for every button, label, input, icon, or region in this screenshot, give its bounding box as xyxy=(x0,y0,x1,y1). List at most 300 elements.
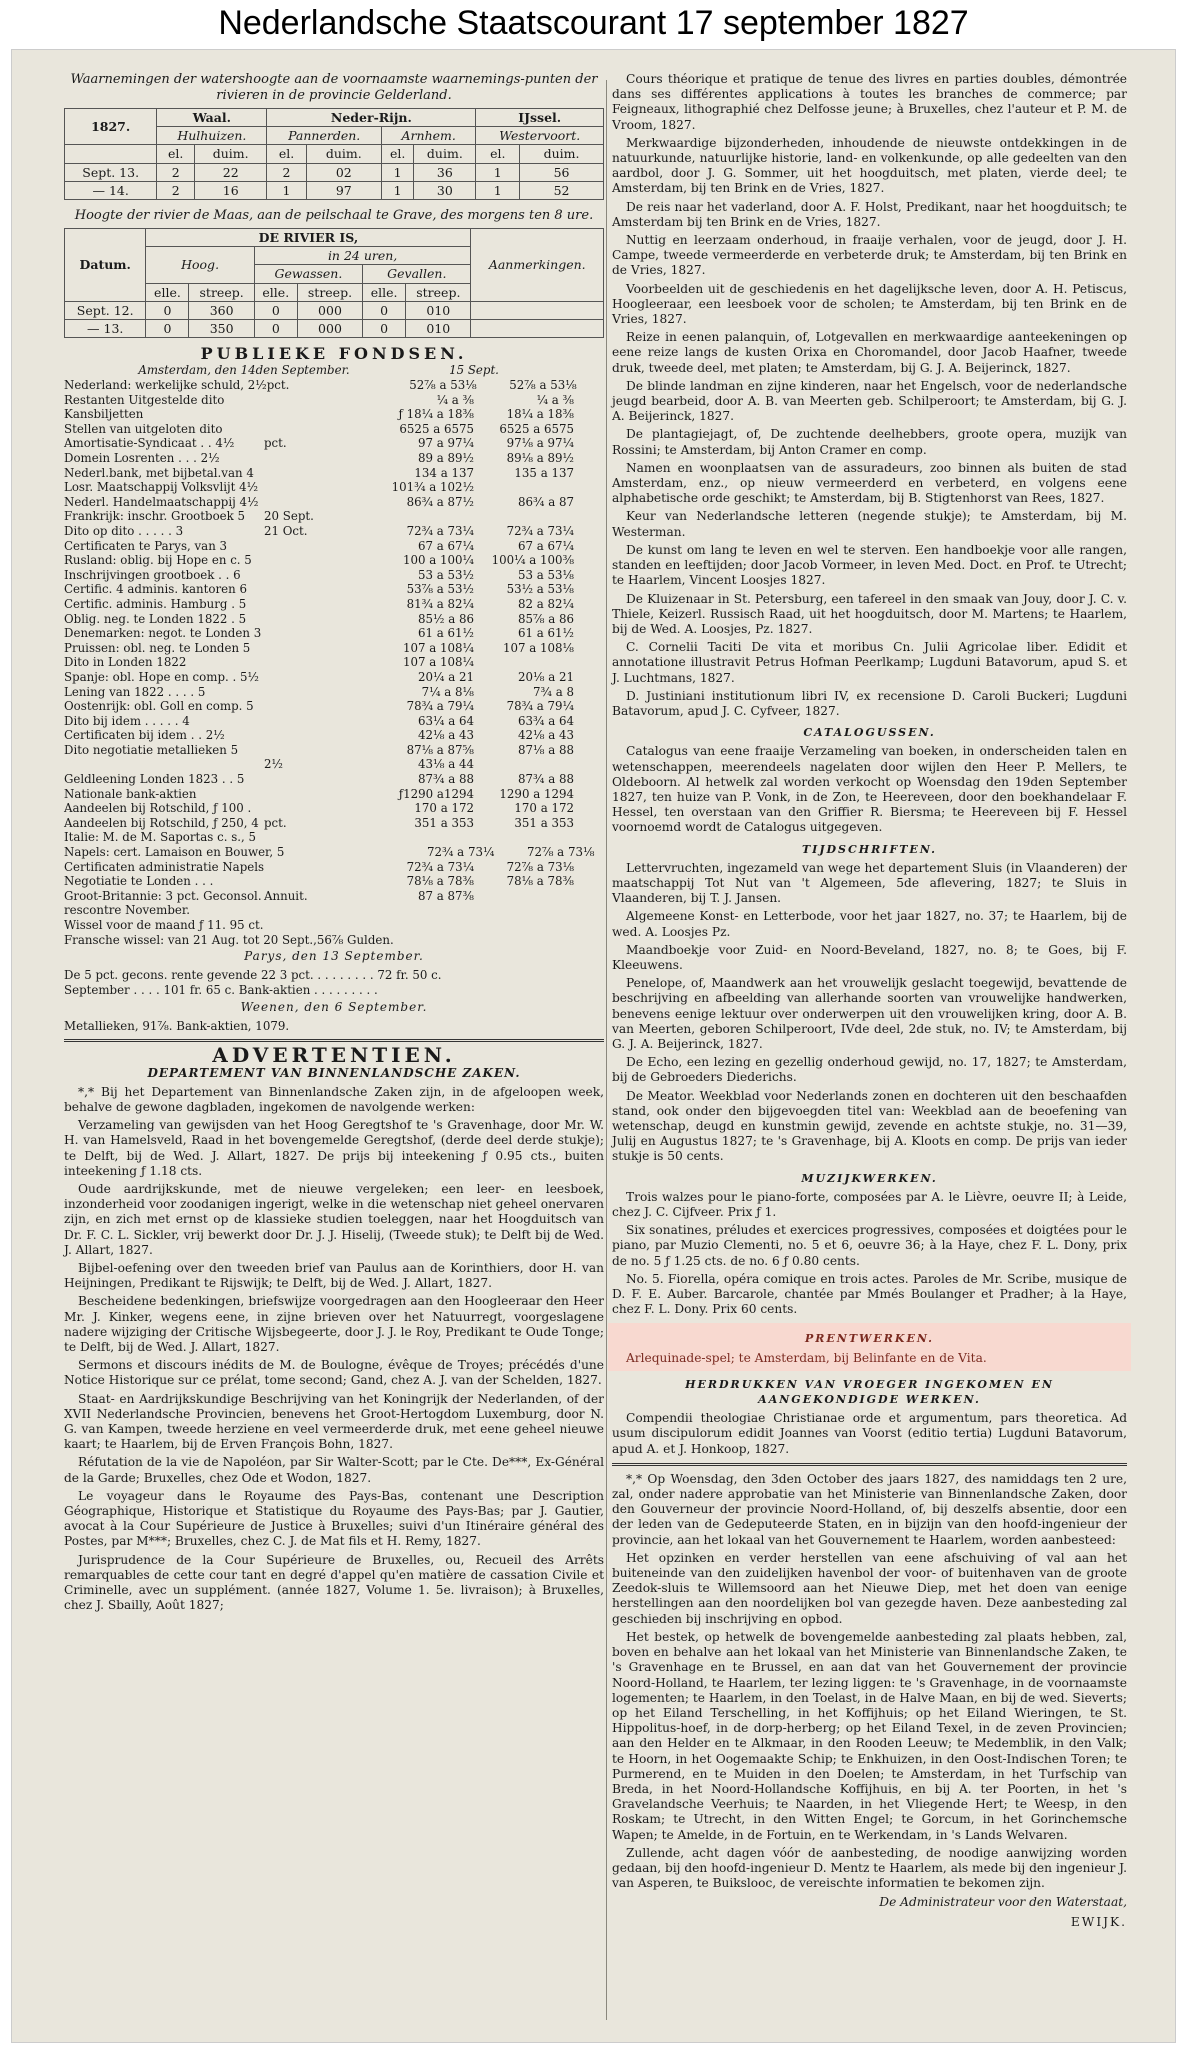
fonds-row xyxy=(64,714,604,729)
fonds-cell: Groot-Britannie: 3 pct. Geconsol. xyxy=(64,888,262,903)
paragraph: De kunst om lang te leven en wel te sterven. Een handboekje voor alle rangen, standen en leeftijden; door Jacob Vormeer, in leven Med. Doct. en Prof. te Utrecht; te Haarlem, Vincent Loosjes 1827. xyxy=(612,542,1127,588)
prentwerken-text: Arlequinade-spel; te Amsterdam, bij Belinfante en de Vita. xyxy=(626,1350,987,1365)
unit-cell: duim. xyxy=(306,145,381,163)
fondsen-sub: Amsterdam, den 14den September. xyxy=(138,363,350,378)
fonds-cell xyxy=(264,685,344,700)
unit-cell: elle. xyxy=(146,283,189,301)
adv-title: ADVERTENTIEN. xyxy=(212,1043,456,1068)
fonds-cell: 72¾ a 73¼ xyxy=(506,523,574,538)
fonds-cell: pct. xyxy=(264,815,287,830)
maas-notes-header: Aanmerkingen. xyxy=(471,229,604,302)
fonds-row xyxy=(64,655,604,670)
fonds-cell: Dito op dito . . . . . 3 xyxy=(64,523,184,538)
fonds-cell: 53⅞ a 53½ xyxy=(406,582,474,597)
fonds-cell: 107 a 108⅛ xyxy=(502,640,574,655)
fonds-row xyxy=(64,612,604,627)
fonds-cell xyxy=(264,553,344,568)
paragraph: Voorbeelden uit de geschiedenis en het dagelijksche leven, door A. H. Petiscus, Hoogleeraar, een leesboek voor de scholen; te Amsterdam, bij ten Brink en de Vries, 1827. xyxy=(612,281,1127,327)
value-cell: 52 xyxy=(520,181,604,199)
fonds-cell xyxy=(474,830,574,845)
paragraph: De reis naar het vaderland, door A. F. Holst, Predikant, naar het hoogduitsch; te Amsterdam bij ten Brink en de Vries, 1827. xyxy=(612,199,1127,229)
fonds-cell: 135 a 137 xyxy=(514,465,574,480)
fonds-cell: ƒ1290 a1294 xyxy=(398,786,474,801)
fonds-cell xyxy=(344,918,474,933)
adv-dept: DEPARTEMENT VAN BINNENLANDSCHE ZAKEN. xyxy=(147,1065,521,1080)
fonds-cell: 72¾ a 73¼ xyxy=(406,859,475,874)
fonds-cell: 42⅛ a 43 xyxy=(518,728,574,743)
value-cell: 0 xyxy=(363,301,406,319)
river-header: Waal. xyxy=(157,109,267,127)
fonds-cell: Inschrijvingen grootboek . . 6 xyxy=(64,567,241,582)
fonds-cell: 351 a 353 xyxy=(414,815,474,830)
paragraph: D. Justiniani institutionum libri IV, ex recensione D. Caroli Buckeri; Lugduni Batavorum, apud J. C. Cyfveer, 1827. xyxy=(612,688,1127,718)
fonds-row xyxy=(64,699,604,714)
maas-title: Hoogte der rivier de Maas, aan de peilschaal te Grave, des morgens ten 8 ure. xyxy=(74,208,594,224)
maas-gew-header: Gewassen. xyxy=(254,265,362,283)
fonds-row xyxy=(64,422,604,437)
parys-header: Parys, den 13 September. xyxy=(244,949,424,964)
unit-cell: el. xyxy=(157,145,195,163)
fonds-row xyxy=(64,787,604,802)
divider xyxy=(64,1039,604,1042)
fonds-cell: 63¼ a 64 xyxy=(418,713,474,728)
fonds-cell: 86¾ a 87½ xyxy=(406,494,474,509)
fonds-row xyxy=(64,728,604,743)
fonds-cell: 6525 a 6575 xyxy=(399,421,474,436)
fonds-cell xyxy=(264,597,344,612)
paragraph: Lettervruchten, ingezameld van wege het departement Sluis (in Vlaanderen) der maatschappij Tot Nut van 't Algemeen, 5de aflevering, 1827; te Sluis in Vlaanderen, bij T. J. Jansen. xyxy=(612,860,1127,906)
paragraph: Penelope, of, Maandwerk aan het vrouwelijk geslacht toegewijd, bevattende de beschrijving en afbeelding van allerhande soorten van vrouwelijke handwerken, benevens eenige lektuur over onderwerpen uit den vrouwelijken kring, door A. B. van Meerten, geboren Schilperoort, IVde deel, 2de stuk, no. IV; te Amsterdam, bij G. J. A. Beijerinck, 1827. xyxy=(612,976,1127,1051)
fonds-cell: 67 a 67¼ xyxy=(518,538,574,553)
fonds-cell: 170 a 172 xyxy=(514,801,574,816)
fonds-cell xyxy=(264,568,344,583)
fonds-cell: Nederl.bank, met bijbetal.van 4 xyxy=(64,465,254,480)
paragraph: Het bestek, op hetwelk de bovengemelde aanbesteding zal plaats hebben, zal, boven en behalve aan het lokaal van het Ministerie van Binnenlandsche Zaken, te 's Gravenhage en te Brussel, en aan dat van het Gouvernement der provincie Noord-Holland, te Haarlem, ter lezing liggen: te 's Gravenhage, in de voornaamste logementen; te Haarlem, in den Toelast, in de Halve Maan, en bij de wed. Sieverts; op het Eiland Terschelling, in het Koffijhuis; op het Eiland Wieringen, te St. Hippolitus-hoef, in de dorp-herberg; op het Eiland Texel, in de zeven Provincien; aan den Helder en te Alkmaar, in den Rooden Leeuw; te Medemblik, in den Valk; te Hoorn, in het Oogemaakte Schip; te Enkhuizen, in den Oost-Indischen Toren; te Purmerend, en te Muiden in den Doelen; te Amsterdam, in het Turfschip van Breda, in het Noord-Hollandsche Koffijhuis, en bij A. ter Poorten, in het 's Gravelandsche Veerhuis; te Naarden, in het Vliegende Hert; te Weesp, in den Roskam; te Utrecht, in den Witten Engel; te Gorcum, in het Gorinchemsche Wapen; te Amelde, in de Fortuin, en te Werkendam, in 's Lands Welvaren. xyxy=(612,1629,1127,1842)
weenen-header: Weenen, den 6 September. xyxy=(240,999,428,1014)
value-cell: 02 xyxy=(306,163,381,181)
maas-river-header: DE RIVIER IS, xyxy=(146,229,471,247)
fonds-row xyxy=(64,860,604,875)
value-cell: 350 xyxy=(189,320,254,338)
fonds-cell xyxy=(344,509,474,524)
fonds-cell xyxy=(264,830,344,845)
fonds-cell: 20 Sept. xyxy=(264,509,314,524)
table-row xyxy=(65,163,604,181)
value-cell: 2 xyxy=(157,181,195,199)
fonds-cell: 72⅞ a 73⅛ xyxy=(526,845,595,860)
fonds-cell: Napels: cert. Lamaison en Bouwer, 5 xyxy=(64,845,285,860)
paragraph: Réfutation de la vie de Napoléon, par Sir Walter-Scott; par le Cte. De***, Ex-Général de la Garde; Bruxelles, chez Ode et Wodon, 1827. xyxy=(64,1455,604,1485)
fonds-row xyxy=(64,757,604,772)
fonds-cell: 20¼ a 21 xyxy=(418,669,474,684)
fonds-row xyxy=(64,509,604,524)
value-cell: 000 xyxy=(297,320,362,338)
fonds-cell: 85½ a 86 xyxy=(418,611,474,626)
fonds-cell: 56⅞ Gulden. xyxy=(316,932,394,947)
fonds-cell: rescontre November. xyxy=(64,903,190,918)
paragraph: Trois walzes pour le piano-forte, composées par A. le Lièvre, oeuvre II; à Leide, chez J. C. Cijfveer. Prix ƒ 1. xyxy=(612,1189,1127,1220)
paragraph: Bijbel-oefening over den tweeden brief van Paulus aan de Korinthiers, door H. van Heijningen, Predikant te Rijswijk; te Delft, bij de Wed. J. Allart, 1827. xyxy=(64,1261,604,1291)
catalogus-heading: CATALOGUSSEN. xyxy=(803,726,936,740)
unit-cell: el. xyxy=(476,145,520,163)
fonds-cell xyxy=(264,801,344,816)
fonds-cell: Denemarken: negot. te Londen 3 xyxy=(64,626,262,641)
muziek-list xyxy=(612,1190,1127,1318)
fonds-cell xyxy=(264,422,344,437)
fonds-cell xyxy=(397,933,527,948)
paragraph: De blinde landman en zijne kinderen, naar het Engelsch, voor de nederlandsche jeugd bearbeid, door A. B. van Meerten geb. Schilperoort; te Amsterdam, bij G. J. A. Beijerinck, 1827. xyxy=(612,378,1127,424)
fonds-row xyxy=(64,539,604,554)
fonds-cell: Domein Losrenten . . . 2½ xyxy=(64,451,220,465)
fonds-row xyxy=(64,743,604,758)
prentwerken-highlight xyxy=(608,1323,1131,1370)
maas-date-header: Datum. xyxy=(65,229,146,302)
left-paragraphs xyxy=(64,1085,604,1614)
value-cell: 97 xyxy=(306,181,381,199)
fonds-cell: Pruissen: obl. neg. te Londen 5 xyxy=(64,640,251,655)
date-cell: Sept. 12. xyxy=(65,301,146,319)
fonds-cell: 20⅛ a 21 xyxy=(518,669,574,684)
value-cell: 16 xyxy=(195,181,267,199)
value-cell: 2 xyxy=(267,163,306,181)
river-header: IJssel. xyxy=(476,109,604,127)
value-cell: 2 xyxy=(157,163,195,181)
blank-cell xyxy=(471,320,604,338)
signature-name: EWIJK. xyxy=(1070,1914,1127,1929)
paragraph: Reize in eenen palanquin, of, Lotgevallen en merkwaardige aanteekeningen op eene reize langs de kusten Orixa en Choromandel, door Jacob Haafner, tweede druk, tweede deel, met platen; te Amsterdam, bij G. J. A. Beijerinck, 1827. xyxy=(612,330,1127,375)
paragraph: Bescheidene bedenkingen, briefswijze voorgedragen aan den Hoogleeraar den Heer Mr. J. Kinker, wegens eene, in zijne brieven over het Natuurregt, voorgeslagene nadere wijziging der Critische Wijsbegeerte, door J. J. le Roy, Predikant te Oude Tonge; te Delft, bij de Wed. J. Allart, 1827. xyxy=(64,1294,604,1355)
fonds-cell: 78¾ a 79¼ xyxy=(506,699,574,714)
fonds-cell: 42⅛ a 43 xyxy=(418,728,474,743)
fonds-cell: Certificaten te Parys, van 3 xyxy=(64,538,228,553)
fonds-cell: 7¼ a 8⅛ xyxy=(421,684,474,699)
fonds-cell: Nederland: werkelijke schuld, 2½ xyxy=(64,378,267,393)
paragraph: Namen en woonplaatsen van de assuradeurs, zoo binnen als buiten de stad Amsterdam, enz., op nieuw vermeerderd en verbeterd, en volgens eene alphabetische orde geschikt; te Amsterdam, bij B. Stigtenhorst van Rees, 1827. xyxy=(612,460,1127,506)
aanbesteding-notice xyxy=(612,1472,1127,1891)
fonds-cell: 72¾ a 73¼ xyxy=(426,845,495,860)
paragraph: Six sonatines, préludes et exercices progressives, composées et doigtées pour le piano, par Muzio Clementi, no. 5 et 6, oeuvre 36; à la Haye, chez F. L. Dony, prix de no. 5 ƒ 1.25 cts. de no. 6 ƒ 0.80 cents. xyxy=(612,1223,1127,1268)
fonds-row xyxy=(64,378,604,393)
tijdschriften-heading: TIJDSCHRIFTEN. xyxy=(801,842,937,856)
fonds-cell: 107 a 108¼ xyxy=(402,655,474,670)
fonds-cell xyxy=(264,903,344,918)
page-header xyxy=(0,0,1187,46)
fonds-cell: 43⅛ a 44 xyxy=(418,757,474,772)
paragraph: Cours théorique et pratique de tenue des livres en parties doubles, démontrée dans ses différentes applications à toutes les branches de commerce; par Feigneaux, lithographié chez Delfosse jeune; à Bruxelles, chez l'auteur et P. M. de Vroom, 1827. xyxy=(612,72,1127,132)
fonds-cell xyxy=(264,743,344,758)
fonds-cell: 21 Oct. xyxy=(264,523,308,538)
paragraph: Het opzinken en verder herstellen van eene afschuiving of val aan het buiteneinde van den zuidelijken havenbol der voor- of buitenhaven van de groote Zeedok-sluis te Willemsoord aan het Nieuwe Diep, met het doen van eenige herstellingen aan den noordelijken bol van gezegde haven. Deze aanbesteding zal geschieden bij inschrijving en opbod. xyxy=(612,1550,1127,1626)
fondsen-list xyxy=(64,378,604,947)
fonds-cell xyxy=(264,539,344,554)
fonds-cell: 52⅞ a 53⅛ xyxy=(409,378,477,393)
paragraph: De Echo, een lezing en gezellig onderhoud gewijd, no. 17, 1827; te Amsterdam, bij de Gebroeders Diederichs. xyxy=(612,1055,1127,1085)
fonds-cell: Oblig. neg. te Londen 1822 . 5 xyxy=(64,611,247,626)
fonds-cell xyxy=(264,860,344,875)
fonds-cell: ¼ a ⅜ xyxy=(536,392,574,407)
fonds-row xyxy=(64,889,604,904)
fonds-cell: 107 a 108¼ xyxy=(402,640,474,655)
unit-cell: streep. xyxy=(406,283,471,301)
fonds-cell: 89 a 89½ xyxy=(418,451,474,465)
fonds-cell: Dito in Londen 1822 xyxy=(64,655,187,670)
value-cell: 1 xyxy=(267,181,306,199)
paragraph: Zullende, acht dagen vóór de aanbesteding, de noodige aanwijzing worden gedaan, bij den hoofd-ingenieur D. Mentz te Haarlem, als mede bij den ingenieur J. van Asperen, te Buikslooc, de vereischte informatien te bekomen zijn. xyxy=(612,1845,1127,1891)
value-cell: 22 xyxy=(195,163,267,181)
fonds-cell: 72¾ a 73¼ xyxy=(406,523,474,538)
fonds-cell: Dito negotiatie metallieken 5 xyxy=(64,742,239,757)
fonds-cell: 85⅞ a 86 xyxy=(518,611,574,626)
fonds-cell xyxy=(264,670,344,685)
fonds-row xyxy=(64,582,604,597)
fonds-row xyxy=(64,830,604,845)
fonds-cell: 134 a 137 xyxy=(414,465,474,480)
maas-24-header: in 24 uren, xyxy=(254,247,471,265)
value-cell: 0 xyxy=(254,320,297,338)
fonds-cell: 78¾ a 79¼ xyxy=(406,699,474,714)
fonds-row xyxy=(64,801,604,816)
fonds-cell xyxy=(264,582,344,597)
date-cell: — 14. xyxy=(65,181,157,199)
fonds-cell xyxy=(264,772,344,787)
fonds-cell xyxy=(474,509,574,524)
herdruk-heading: HERDRUKKEN VAN VROEGER INGEKOMEN EN AANGEKONDIGDE WERKEN. xyxy=(685,1377,1054,1407)
fonds-cell: 82 a 82¼ xyxy=(518,596,574,611)
value-cell: 0 xyxy=(363,320,406,338)
fonds-cell: 78⅛ a 78⅜ xyxy=(406,874,474,889)
fonds-cell: Losr. Maatschappij Volksvlijt 4½ xyxy=(64,480,259,495)
value-cell: 30 xyxy=(414,181,476,199)
place-header: Hulhuizen. xyxy=(157,127,267,145)
fonds-cell xyxy=(474,480,574,495)
fonds-cell: 87⅛ a 87⅝ xyxy=(406,742,474,757)
place-header: Pannerden. xyxy=(267,127,382,145)
paragraph: *,* Op Woensdag, den 3den October des jaars 1827, des namiddags ten 2 ure, zal, onder nadere approbatie van het Ministerie van Binnenlandsche Zaken, door den Gouverneur der provincie Noord-Holland, of, bij deszelfs absentie, door een der leden van de Gedeputeerde Staten, en in bijzijn van den hoofd-ingenieur der provincie, aan het lokaal van het Gouvernement te Haarlem, worden aanbesteed: xyxy=(612,1471,1127,1547)
paragraph: *,* Bij het Departement van Binnenlandsche Zaken zijn, in de afgeloopen week, behalve de gewone dagbladen, ingekomen de navolgende werken: xyxy=(64,1084,604,1114)
date-cell: Sept. 13. xyxy=(65,163,157,181)
maas-hoog-header: Hoog. xyxy=(146,247,254,283)
signature-line: De Administrateur voor den Waterstaat, xyxy=(879,1895,1127,1910)
fonds-row xyxy=(64,772,604,787)
fonds-cell xyxy=(474,655,574,670)
left-column xyxy=(64,72,604,1616)
fonds-cell: 97 a 97¼ xyxy=(418,436,474,451)
unit-cell: elle. xyxy=(254,283,297,301)
fonds-cell: 7¾ a 8 xyxy=(533,684,574,699)
fonds-row xyxy=(64,568,604,583)
fonds-cell: 87¾ a 88 xyxy=(418,772,474,787)
fonds-cell: Dito bij idem . . . . . 4 xyxy=(64,713,190,728)
paragraph: De Kluizenaar in St. Petersburg, een tafereel in den smaak van Jouy, door J. C. v. Thiele, Keizerl. Russisch Raad, uit het hoogduitsch, door M. Martens; te Haarlem, bij de Wed. A. Loosjes, Pz. 1827. xyxy=(612,591,1127,636)
paragraph: Le voyageur dans le Royaume des Pays-Bas, contenant une Description Géographique, Historique et Statistique du Royaume des Pays-Bas; par J. Gautier, avocat à la Cour Supérieure de Justice à Bruxelles; suivi d'un Itinéraire général des Postes, par M***; Bruxelles, chez C. J. de Mat fils et H. Remy, 1827. xyxy=(64,1488,604,1549)
value-cell: 56 xyxy=(520,163,604,181)
header-title: Nederlandsche Staatscourant 17 september 1827 xyxy=(218,3,969,42)
paragraph: Merkwaardige bijzonderheden, inhoudende de nieuwste ontdekkingen in de natuurkunde, natuurlijke historie, land- en volkenkunde, op alle gedeelten van den aardbol, door J. G. Sommer, uit het hoogduitsch, met platen, vierde deel; te Amsterdam, bij ten Brink en de Vries, 1827. xyxy=(612,135,1127,196)
fonds-cell xyxy=(284,845,364,860)
river-header: Neder-Rijn. xyxy=(267,109,476,127)
column-divider xyxy=(606,80,607,2020)
fondsen-title: PUBLIEKE FONDSEN. xyxy=(200,344,468,364)
fonds-cell: Oostenrijk: obl. Goll en comp. 5 xyxy=(64,699,254,714)
unit-cell: el. xyxy=(381,145,413,163)
fonds-cell: 6525 a 6575 xyxy=(499,421,574,436)
fonds-cell xyxy=(264,612,344,627)
fonds-cell xyxy=(344,830,474,845)
fonds-row xyxy=(64,903,604,918)
fonds-cell: 78⅛ a 78⅜ xyxy=(506,874,574,889)
fonds-cell: Geldleening Londen 1823 . . 5 xyxy=(64,772,245,787)
fonds-cell: Frankrijk: inschr. Grootboek 5 xyxy=(64,509,246,524)
fonds-cell xyxy=(264,626,344,641)
fonds-cell: 87 a 87⅜ xyxy=(418,888,474,903)
paragraph: C. Cornelii Taciti De vita et moribus Cn. Julii Agricolae liber. Edidit et annotatione illustravit Petrus Hofman Peerlkamp; Lugduni Batavorum, apud S. et J. Luchtmans, 1827. xyxy=(612,640,1127,685)
water-table xyxy=(64,108,604,200)
fonds-row xyxy=(64,480,604,495)
parys-line: September . . . . 101 fr. 65 c. Bank-aktien . . . . . . . . . xyxy=(64,982,378,997)
blank-cell xyxy=(65,145,157,163)
paragraph: Keur van Nederlandsche letteren (negende stukje); te Amsterdam, bij M. Westerman. xyxy=(612,509,1127,539)
fondsen-sub2: 15 Sept. xyxy=(449,363,499,378)
fonds-cell xyxy=(264,466,344,481)
unit-cell: streep. xyxy=(189,283,254,301)
fonds-cell: Wissel voor de maand ƒ 11. 95 ct. xyxy=(64,918,264,932)
fonds-cell: 97⅛ a 97¼ xyxy=(506,436,574,451)
fonds-cell: Spanje: obl. Hope en comp. . 5½ xyxy=(64,669,259,684)
paragraph: Staat- en Aardrijkskundige Beschrijving van het Koningrijk der Nederlanden, of der XVII Nederlandsche Provincien, benevens het Groot-Hertogdom Luxemburg, door N. G. van Kampen, tweede herziene en veel vermeerderde druk, met eene geheel nieuwe kaart; te Haarlem, bij de Erven François Bohn, 1827. xyxy=(64,1391,604,1452)
fonds-cell: pct. xyxy=(266,378,290,393)
fondsen-subheader xyxy=(64,363,604,378)
fonds-cell: Certificaten bij idem . . 2½ xyxy=(64,728,225,743)
fonds-cell xyxy=(64,757,264,772)
fonds-cell xyxy=(264,787,344,802)
unit-cell: el. xyxy=(267,145,306,163)
fonds-row xyxy=(64,597,604,612)
fonds-cell: Italie: M. de M. Saportas c. s., 5 xyxy=(64,830,257,845)
fonds-cell: 170 a 172 xyxy=(414,801,474,816)
date-cell: — 13. xyxy=(65,320,146,338)
paragraph: Jurisprudence de la Cour Supérieure de Bruxelles, ou, Recueil des Arrêts remarquables de cette cour tant en degré d'appel qu'en matière de cassation Civile et Criminelle, avec un supplément. (année 1827, Volume 1. 5e. livraison); à Bruxelles, chez J. Sbailly, Août 1827; xyxy=(64,1552,604,1613)
fonds-cell xyxy=(264,728,344,743)
fonds-cell: 89⅛ a 89½ xyxy=(506,451,574,465)
fonds-cell: ƒ 18¼ a 18⅜ xyxy=(398,407,474,422)
unit-cell: duim. xyxy=(414,145,476,163)
fonds-cell: 100¼ a 100⅜ xyxy=(491,553,574,568)
value-cell: 010 xyxy=(406,301,471,319)
paragraph: De plantagiejagt, of, De zuchtende deelhebbers, groote opera, muzijk van Rossini; te Amsterdam, bij Anton Cramer en comp. xyxy=(612,427,1127,457)
fonds-cell xyxy=(264,495,344,510)
fonds-cell: 52⅞ a 53⅛ xyxy=(509,378,577,393)
fonds-cell: Nationale bank-aktien xyxy=(64,786,197,801)
place-header: Arnhem. xyxy=(381,127,475,145)
fonds-row xyxy=(64,393,604,408)
book-list xyxy=(612,72,1127,719)
fonds-row xyxy=(64,436,604,451)
fonds-cell xyxy=(264,641,344,656)
right-column xyxy=(612,72,1127,1930)
fonds-cell: Aandeelen bij Rotschild, ƒ 250, 4 xyxy=(64,815,259,830)
fonds-cell xyxy=(264,655,344,670)
maas-gev-header: Gevallen. xyxy=(363,265,471,283)
fonds-row xyxy=(64,524,604,539)
fonds-cell: 1290 a 1294 xyxy=(499,786,574,801)
fonds-row xyxy=(64,874,604,889)
fonds-cell: 18¼ a 18⅜ xyxy=(506,407,574,422)
value-cell: 1 xyxy=(381,181,413,199)
unit-cell: streep. xyxy=(297,283,362,301)
table-row xyxy=(65,181,604,199)
fonds-cell: 61 a 61½ xyxy=(518,626,574,641)
fonds-cell: Kansbiljetten xyxy=(64,407,144,422)
maas-table xyxy=(64,228,604,338)
fonds-cell: 61 a 61½ xyxy=(418,626,474,641)
table-row xyxy=(65,301,604,319)
value-cell: 360 xyxy=(189,301,254,319)
fonds-row xyxy=(64,626,604,641)
fonds-cell: 2½ xyxy=(264,757,283,772)
place-header: Westervoort. xyxy=(476,127,604,145)
fonds-cell: Lening van 1822 . . . . 5 xyxy=(64,684,206,699)
fonds-cell: Aandeelen bij Rotschild, ƒ 100 . xyxy=(64,801,252,816)
blank-cell xyxy=(471,301,604,319)
muziek-heading: MUZIJKWERKEN. xyxy=(801,1171,938,1185)
fonds-row xyxy=(64,641,604,656)
table-row xyxy=(65,320,604,338)
fonds-cell: Certific. 4 adminis. kantoren 6 xyxy=(64,582,247,597)
fonds-cell xyxy=(264,451,344,466)
fonds-cell xyxy=(264,407,344,422)
water-title: Waarnemingen der watershoogte aan de voornaamste waarnemings-punten der rivieren in de provincie Gelderland. xyxy=(70,72,598,103)
fonds-cell xyxy=(264,714,344,729)
parys-line: De 5 pct. gecons. rente gevende 22 3 pct. . . . . . . . . 72 fr. 50 c. xyxy=(64,968,442,983)
value-cell: 0 xyxy=(254,301,297,319)
fonds-cell: 351 a 353 xyxy=(514,815,574,830)
paragraph: Oude aardrijkskunde, met de nieuwe vergeleken; een leer- en leesboek, inzonderheid voor zoodanigen ingerigt, welke in die wetenschap niet geheel onervaren zijn, en zich met ernst op de klassieke studien toeleggen, naar het Hoogduitsch van Dr. F. C. L. Sickler, vrij bewerkt door Dr. J. J. Hiselij, (Tweede stuk); te Delft bij de Wed. J. Allart, 1827. xyxy=(64,1182,604,1257)
fonds-cell xyxy=(474,757,574,772)
fonds-cell xyxy=(264,918,344,933)
fonds-cell xyxy=(344,903,474,918)
fonds-row xyxy=(64,816,604,831)
catalogus-text: Catalogus van eene fraaije Verzameling van boeken, in onderscheiden talen en wetenschappen, meerendeels nagelaten door wijlen den Heer P. Mellers, te Oldeboorn. Al hetwelk zal worden verkocht op Woensdag den 19den September 1827, ten huize van P. Vonk, in de Zon, te Heereveen, door den boekhandelaar F. Hessel, ten overstaan van den Griffier R. Biersma; te Heereveen bij F. Hessel voornoemd wordt de Catalogus uitgegeven. xyxy=(612,744,1127,835)
fonds-cell: Fransche wissel: van 21 Aug. tot 20 Sept., xyxy=(64,932,317,947)
fonds-cell: Stellen van uitgeloten dito xyxy=(64,421,223,436)
paragraph: Verzameling van gewijsden van het Hoog Geregtshof te 's Gravenhage, door Mr. W. H. van Hamelsveld, Raad in het bovengemelde Geregtshof, (derde deel derde stukje); te Delft, bij de Wed. J. Allart, 1827. De prijs bij inteekening ƒ 0.95 cts., buiten inteekening ƒ 1.18 cts. xyxy=(64,1118,604,1178)
fonds-row xyxy=(64,466,604,481)
value-cell: 0 xyxy=(146,320,189,338)
fonds-row xyxy=(64,553,604,568)
fonds-cell: 87¾ a 88 xyxy=(518,772,574,787)
paragraph: Maandboekje voor Zuid- en Noord-Beveland, 1827, no. 8; te Goes, bij F. Kleeuwens. xyxy=(612,942,1127,972)
fonds-cell xyxy=(264,699,344,714)
value-cell: 010 xyxy=(406,320,471,338)
unit-cell: duim. xyxy=(520,145,604,163)
fonds-cell xyxy=(474,918,574,933)
newspaper-page xyxy=(12,50,1175,2042)
fonds-row xyxy=(64,933,604,948)
fonds-cell xyxy=(474,903,574,918)
fonds-cell: 81¾ a 82¼ xyxy=(406,596,474,611)
fonds-row xyxy=(64,451,604,466)
fonds-cell: Nederl. Handelmaatschappij 4½ xyxy=(64,494,259,509)
fonds-cell: 87⅛ a 88 xyxy=(518,742,574,757)
fonds-cell: Rusland: oblig. bij Hope en c. 5 xyxy=(64,553,252,568)
value-cell: 0 xyxy=(146,301,189,319)
value-cell: 000 xyxy=(297,301,362,319)
fonds-cell: ¼ a ⅜ xyxy=(436,392,474,407)
fonds-cell: Restanten Uitgestelde dito xyxy=(64,392,225,407)
fonds-cell xyxy=(264,480,344,495)
fonds-row xyxy=(64,685,604,700)
prentwerken-heading: PRENTWERKEN. xyxy=(804,1332,935,1346)
